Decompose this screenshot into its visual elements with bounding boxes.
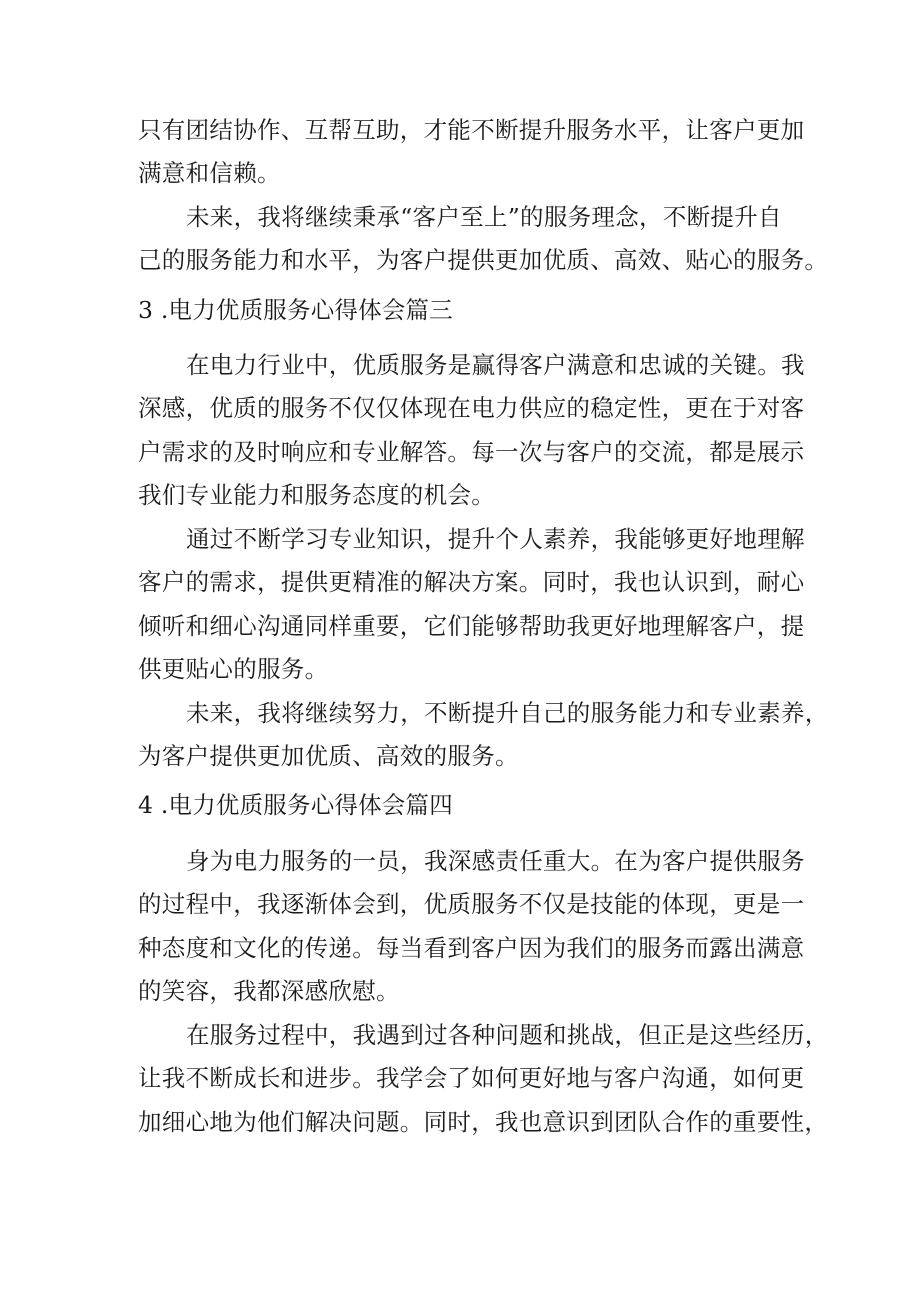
paragraph-line: 客户的需求，提供更精准的解决方案。同时，我也认识到，耐心 xyxy=(138,568,805,596)
paragraph-line: 的笑容，我都深感欣慰。 xyxy=(138,977,400,1005)
paragraph-line: 己的服务能力和水平，为客户提供更加优质、高效、贴心的服务。 xyxy=(138,246,829,274)
paragraph-line: 让我不断成长和进步。我学会了如何更好地与客户沟通，如何更 xyxy=(138,1064,805,1092)
paragraph-line: 在服务过程中，我遇到过各种问题和挑战，但正是这些经历， xyxy=(186,1021,829,1049)
paragraph-line: 我们专业能力和服务态度的机会。 xyxy=(138,481,495,509)
paragraph-line: 未来，我将继续秉承“客户至上”的服务理念，不断提升自 xyxy=(186,203,782,231)
paragraph-line: 加细心地为他们解决问题。同时，我也意识到团队合作的重要性， xyxy=(138,1108,829,1136)
paragraph-line: 种态度和文化的传递。每当看到客户因为我们的服务而露出满意 xyxy=(138,934,805,962)
paragraph-line: 深感，优质的服务不仅仅体现在电力供应的稳定性，更在于对客 xyxy=(138,394,805,422)
paragraph-line: 只有团结协作、互帮互助，才能不断提升服务水平，让客户更加 xyxy=(138,116,805,144)
paragraph-line: 通过不断学习专业知识，提升个人素养，我能够更好地理解 xyxy=(186,525,805,553)
paragraph-line: 为客户提供更加优质、高效的服务。 xyxy=(138,742,519,770)
paragraph-line: 满意和信赖。 xyxy=(138,159,281,187)
paragraph-line: 供更贴心的服务。 xyxy=(138,655,329,683)
paragraph-line: 倾听和细心沟通同样重要，它们能够帮助我更好地理解客户，提 xyxy=(138,612,805,640)
paragraph-line: 的过程中，我逐渐体会到，优质服务不仅是技能的体现，更是一 xyxy=(138,890,805,918)
section-heading: 3 .电力优质服务心得体会篇三 xyxy=(138,296,453,324)
paragraph-line: 身为电力服务的一员，我深感责任重大。在为客户提供服务 xyxy=(186,847,805,875)
paragraph-line: 未来，我将继续努力，不断提升自己的服务能力和专业素养， xyxy=(186,699,829,727)
paragraph-line: 户需求的及时响应和专业解答。每一次与客户的交流，都是展示 xyxy=(138,438,805,466)
paragraph-line: 在电力行业中，优质服务是赢得客户满意和忠诚的关键。我 xyxy=(186,351,805,379)
section-heading: 4 .电力优质服务心得体会篇四 xyxy=(138,791,453,819)
